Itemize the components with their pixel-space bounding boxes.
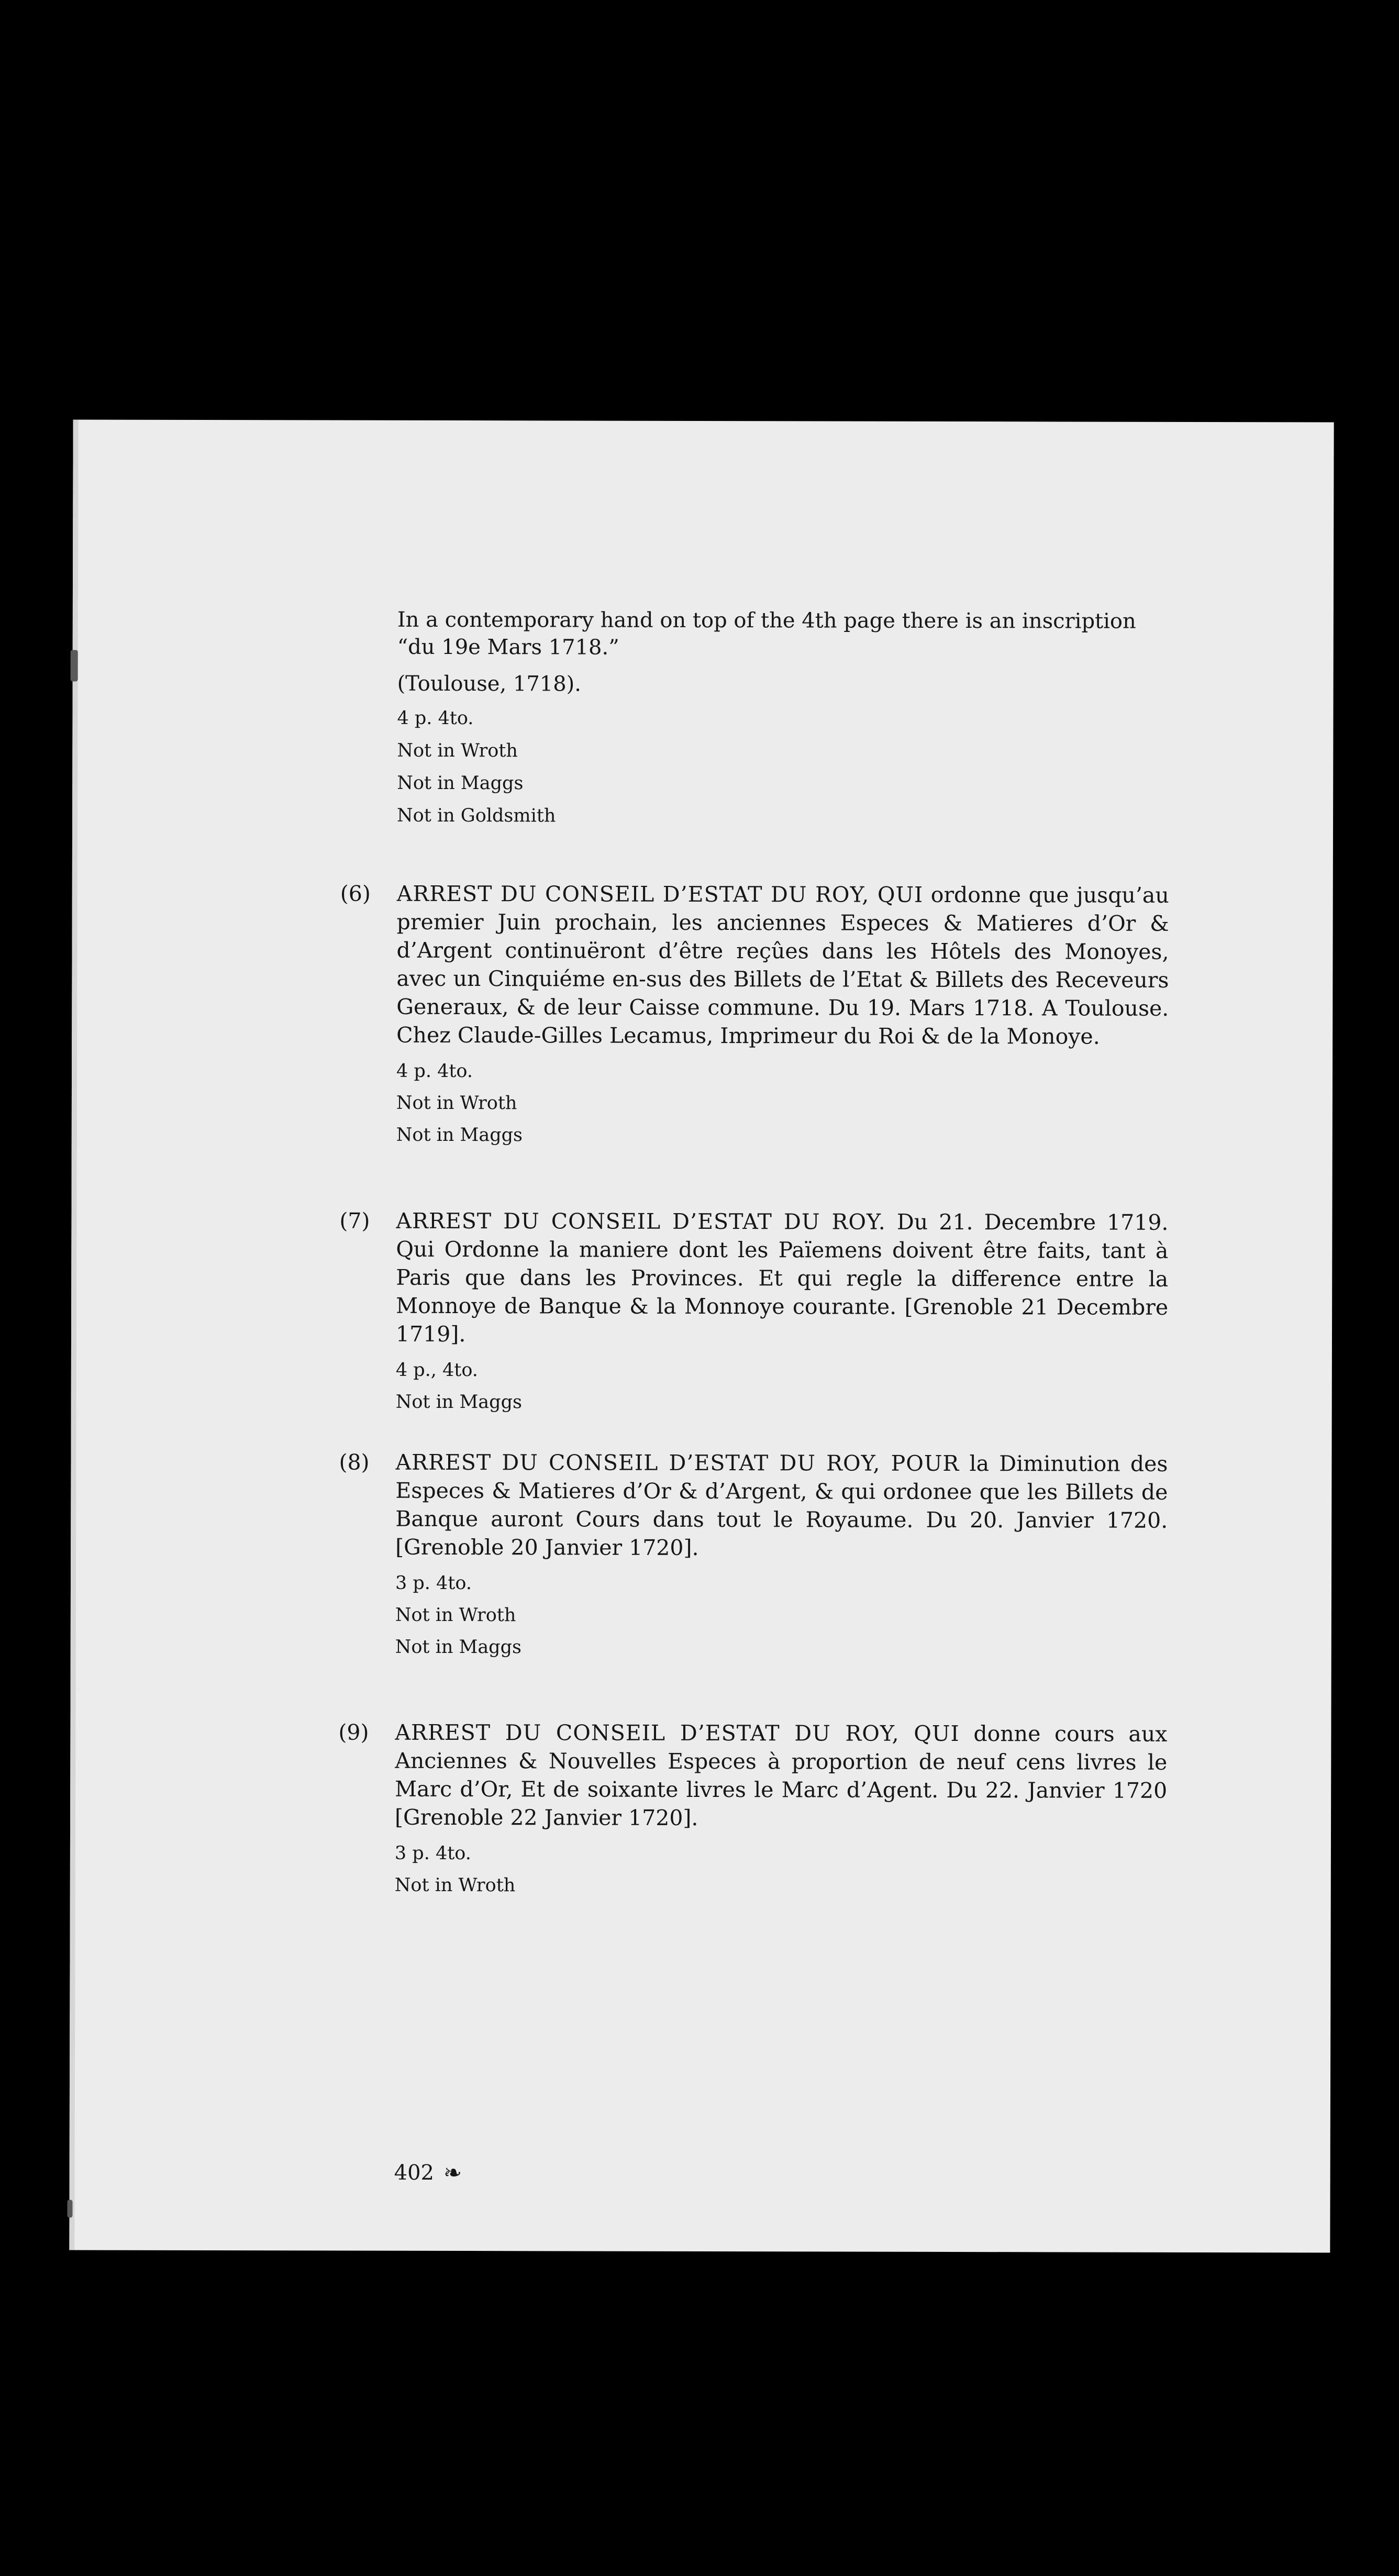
note-line: Not in Maggs (397, 772, 524, 794)
format-text: 4 p. 4to. (397, 707, 474, 729)
entry-6 (340, 880, 1169, 1157)
fleuron-icon: ❧ (443, 2159, 462, 2186)
entry-number: (6) (340, 881, 371, 906)
entry-number: (7) (339, 1208, 370, 1234)
format-text: 4 p. 4to. (396, 1060, 473, 1082)
entry-title (396, 880, 1169, 1051)
note-line: Not in Maggs (396, 1124, 523, 1146)
entry-title (395, 1448, 1168, 1563)
note-line: Not in Maggs (395, 1391, 523, 1413)
imprint-text: (Toulouse, 1718). (397, 671, 582, 696)
entry-title-caps: ARREST DU CONSEIL D’ESTAT DU ROY, POUR (395, 1449, 960, 1476)
entry-9 (338, 1718, 1168, 1907)
note-line: Not in Goldsmith (397, 805, 556, 827)
entry-number: (9) (338, 1719, 369, 1745)
note-line: Not in Wroth (394, 1874, 516, 1896)
format-text: 3 p. 4to. (395, 1572, 472, 1594)
entry-title-text: ordonne que jusqu’au premier Juin prochain, les anciennes Especes & Matieres d’Or & d’Argent continuëront d’être reçûes dans les Hôtels des Monoyes, avec un Cinquiéme en-sus des Billets de l’Etat & Billets des Receveurs Generaux, & de leur Caisse commune. Du 19. Mars 1718. A Toulouse. Chez Claude-Gilles Lecamus, Imprimeur du Roi & de la Monoye. (396, 882, 1169, 1049)
entry-title (396, 1207, 1169, 1350)
note-line: Not in Wroth (395, 1604, 516, 1626)
page-number: 402 (394, 2160, 435, 2185)
note-line: Not in Wroth (397, 740, 518, 762)
entry-title-text: donne cours aux Anciennes & Nouvelles Especes à proportion de neuf cens livres le Marc d’Or, Et de soixante livres le Marc d’Agent. Du 22. Janvier 1720 [Grenoble 22 Janvier 1720]. (395, 1721, 1168, 1830)
entry-number: (8) (339, 1449, 370, 1475)
entry-title-caps: ARREST DU CONSEIL D’ESTAT DU ROY. (396, 1208, 886, 1235)
note-line: Not in Maggs (395, 1636, 522, 1658)
note-line: Not in Wroth (396, 1092, 517, 1114)
entry-title-text: Du 21. Decembre 1719. Qui Ordonne la maniere dont les Païemens doivent être faits, tant à Paris que dans les Provinces. Et qui regle la difference entre la Monnoye de Banque & la Monnoye courante. [Grenoble 21 Decembre 1719]. (395, 1209, 1169, 1347)
entry-7 (339, 1207, 1169, 1424)
intro-block (397, 606, 1170, 829)
entry-title-text: la Diminution des Especes & Matieres d’Or & d’Argent, & qui ordonee que les Billets de Banque auront Cours dans tout le Royaume. Du 20. Janvier 1720. [Grenoble 20 Janvier 1720]. (395, 1451, 1168, 1560)
entry-8 (339, 1448, 1168, 1669)
book-page (69, 419, 1334, 2252)
entry-title-caps: ARREST DU CONSEIL D’ESTAT DU ROY, QUI (396, 881, 924, 907)
format-text: 3 p. 4to. (394, 1842, 471, 1864)
format-text: 4 p., 4to. (395, 1359, 478, 1381)
page-footer (394, 2160, 462, 2186)
entry-title (395, 1718, 1167, 1833)
inscription-text: In a contemporary hand on top of the 4th page there is an inscription “du 19e Mars 1718.” (397, 607, 1136, 660)
entry-title-caps: ARREST DU CONSEIL D’ESTAT DU ROY, QUI (395, 1719, 960, 1747)
